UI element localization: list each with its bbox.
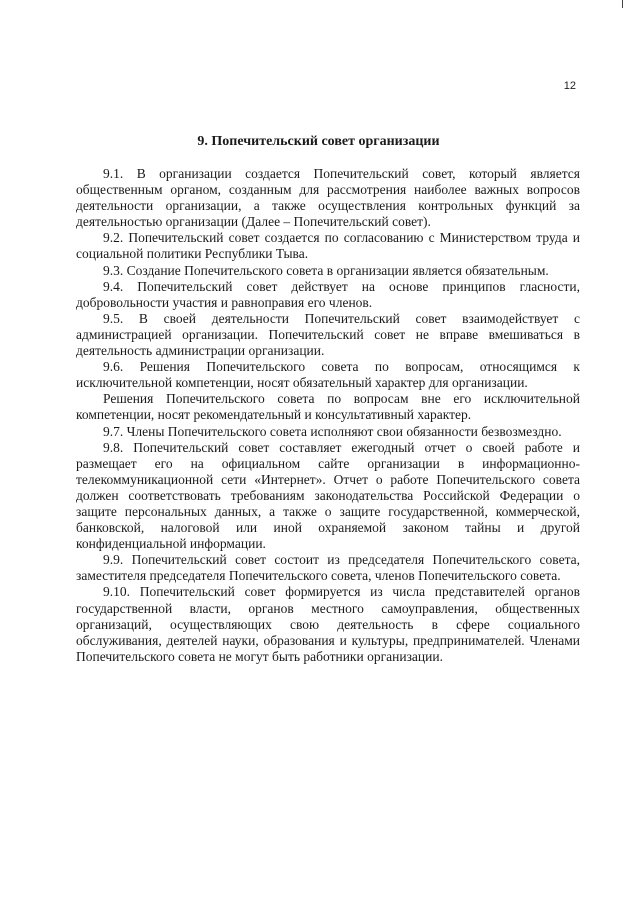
paragraph-9-10: 9.10. Попечительский совет формируется из числа представителей органов государственной власти, органов местного самоуправления, общественных организаций, осуществляющих свою деятельность в сфере социального обслуживания, деятелей науки, образования и культуры, предпринимателей. Членами Попечительского совета не могут быть работники организации. (76, 584, 580, 664)
paragraph-9-4: 9.4. Попечительский совет действует на основе принципов гласности, добровольности участия и равноправия его членов. (76, 278, 580, 310)
section-title: 9. Попечительский совет организации (197, 134, 440, 149)
section-body (76, 166, 580, 665)
scan-edge-mark (622, 0, 623, 8)
page-number: 12 (563, 80, 576, 92)
paragraph-9-2: 9.2. Попечительский совет создается по согласованию с Министерством труда и социальной политики Республики Тыва. (76, 230, 580, 262)
paragraph-9-5: 9.5. В своей деятельности Попечительский совет взаимодействует с администрацией организации. Попечительский совет не вправе вмешиваться в деятельность администрации организации. (76, 310, 580, 359)
paragraph-9-6: 9.6. Решения Попечительского совета по вопросам, относящимся к исключительной компетенции, носят обязательный характер для организации. (76, 359, 580, 391)
paragraph-9-1: 9.1. В организации создается Попечительский совет, который является общественным органом, созданным для рассмотрения наиболее важных вопросов деятельности организации, а также осуществления контрольных функций за деятельностью организации (Далее – Попечительский совет). (76, 166, 580, 230)
paragraph-9-6-continued: Решения Попечительского совета по вопросам вне его исключительной компетенции, носят рекомендательный и консультативный характер. (76, 391, 580, 423)
paragraph-9-7: 9.7. Члены Попечительского совета исполняют свои обязанности безвозмездно. (103, 423, 562, 439)
paragraph-9-3: 9.3. Создание Попечительского совета в организации является обязательным. (103, 262, 549, 278)
paragraph-9-9: 9.9. Попечительский совет состоит из председателя Попечительского совета, заместителя председателя Попечительского совета, членов Попечительского совета. (76, 552, 580, 584)
paragraph-9-8: 9.8. Попечительский совет составляет ежегодный отчет о своей работе и размещает его на официальном сайте организации в информационно-телекоммуникационной сети «Интернет». Отчет о работе Попечительского совета должен соответствовать требованиям законодательства Российской Федерации о защите персональных данных, а также о защите государственной, коммерческой, банковской, налоговой или иной охраняемой законом тайны и другой конфиденциальной информации. (76, 439, 580, 552)
